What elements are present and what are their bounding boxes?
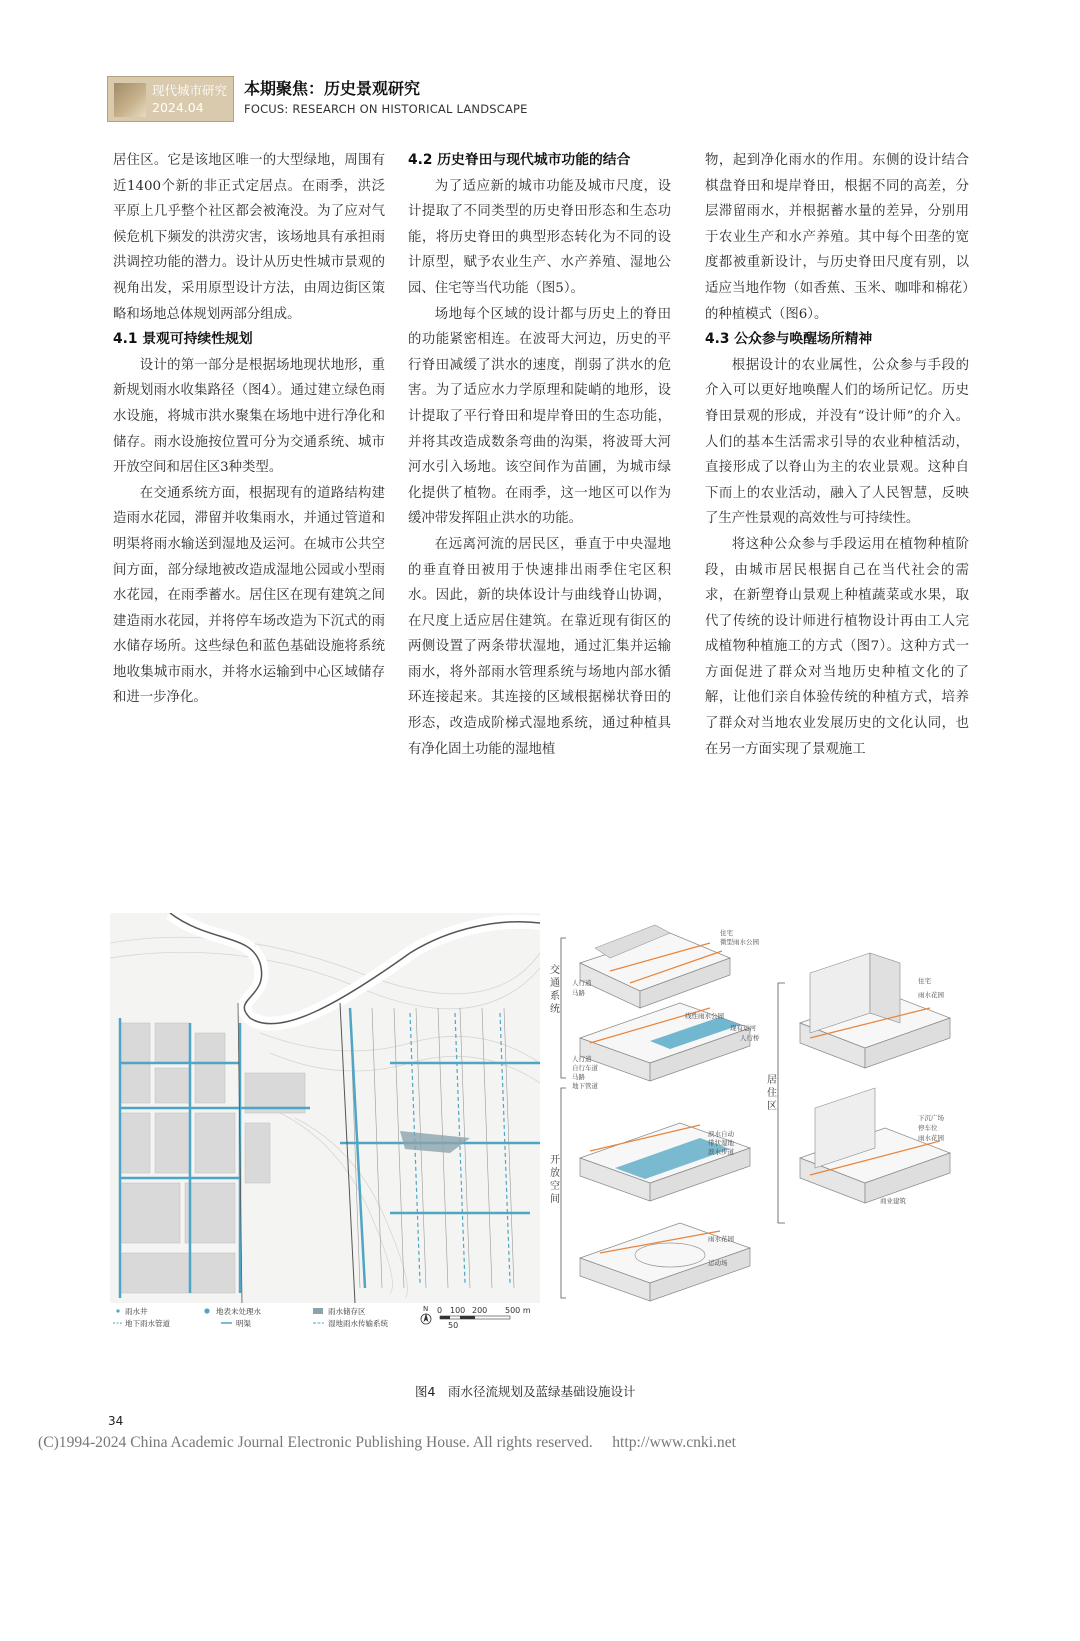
map-legend [113, 1306, 388, 1328]
callout-t2-e: 自行车道 [572, 1064, 598, 1072]
legend-wetland-system: 湿地雨水传输系统 [328, 1319, 388, 1328]
scale-0: 0 [437, 1306, 443, 1315]
section-heading: 4.3 公众参与唤醒场所精神 [705, 331, 873, 348]
callout-o1-b: 带状湿地 [708, 1139, 734, 1147]
callout-t1-d: 马路 [572, 989, 585, 997]
traffic-diagram-2 [580, 1003, 750, 1081]
section-heading: 4.2 历史脊田与现代城市功能的结合 [408, 152, 631, 168]
page-number: 34 [108, 1414, 124, 1428]
figure-4-graphic [110, 913, 965, 1383]
text-column-3 [705, 148, 969, 762]
copyright-footer: (C)1994-2024 China Academic Journal Electronic Publishing House. All rights reserved. http://www.cnki.net [38, 1434, 736, 1451]
legend-open-channel: 明渠 [236, 1319, 251, 1328]
callout-r1-a: 住宅 [918, 977, 931, 985]
journal-badge [107, 76, 234, 122]
residential-diagram-2 [800, 1088, 950, 1203]
callout-o2-b: 运动场 [708, 1259, 728, 1267]
paragraph: 根据设计的农业属性，公众参与手段的介入可以更好地唤醒人们的场所记忆。历史脊田景观的形成，并没有“设计师”的介入。人们的基本生活需求引导的农业种植活动，直接形成了以脊山为主的农业景观。这种自下而上的农业活动，融入了人民智慧，反映了生产性景观的高效性与可持续性。 [705, 357, 969, 527]
callout-r2-b: 停车位 [918, 1124, 938, 1132]
section-title: 本期聚焦：历史景观研究 [244, 79, 421, 98]
callout-o1-a: 滨水自动 [708, 1130, 734, 1138]
callout-t1-b: 微型雨水公园 [720, 938, 759, 946]
legend-storage: 雨水储存区 [328, 1307, 366, 1316]
legend-rain-well: 雨水井 [125, 1307, 148, 1316]
callout-r2-a: 下沉广场 [918, 1114, 944, 1122]
journal-badge-image [114, 83, 146, 117]
text-column-1 [113, 148, 385, 711]
paragraph: 物，起到净化雨水的作用。东侧的设计结合棋盘脊田和堤岸脊田，根据不同的高差，分层滞留雨水，并根据蓄水量的差异，分别用于农业生产和水产养殖。其中每个田垄的宽度都被重新设计，与历史脊田尺度有别，以适应当地作物（如香蕉、玉米、咖啡和棉花）的种植模式（图6）。 [705, 153, 969, 322]
callout-o1-c: 滨水步道 [708, 1148, 734, 1156]
callout-t2-a: 线性雨水公园 [685, 1012, 724, 1020]
north-arrow [421, 1305, 431, 1324]
scale-100: 100 [450, 1306, 466, 1315]
callout-r2-d: 商业建筑 [880, 1197, 906, 1205]
paragraph: 在远离河流的居民区，垂直于中央湿地的垂直脊田被用于快速排出雨季住宅区积水。因此，新的块体设计与曲线脊山协调，在尺度上适应居住建筑。在靠近现有街区的两侧设置了两条带状湿地，通过汇集并运输雨水，将外部雨水管理系统与场地内部水循环连接起来。其连接的区域根据梯状脊田的形态，改造成阶梯式湿地系统，通过种植具有净化固土功能的湿地植 [408, 536, 671, 757]
callout-t1-a: 住宅 [720, 929, 733, 937]
scale-50: 50 [448, 1321, 459, 1330]
journal-name: 现代城市研究 [152, 83, 228, 98]
callout-o2-a: 雨水花园 [708, 1235, 734, 1243]
callout-t2-d: 人行道 [572, 1055, 592, 1063]
section-subtitle: FOCUS: RESEARCH ON HISTORICAL LANDSCAPE [244, 102, 528, 116]
callout-t1-c: 人行道 [572, 979, 592, 987]
rainwater-map [110, 913, 540, 1303]
paragraph: 在交通系统方面，根据现有的道路结构建造雨水花园，滞留并收集雨水，并通过管道和明渠将雨水输送到湿地及运河。在城市公共空间方面，部分绿地被改造成湿地公园或小型雨水花园，在雨季蓄水。居住区在现有建筑之间建造雨水花园，并将停车场改造为下沉式的雨水储存场所。这些绿色和蓝色基础设施将系统地收集城市雨水，并将水运输到中心区域储存和进一步净化。 [113, 485, 385, 706]
callout-t2-c: 人行桥 [740, 1034, 760, 1042]
paragraph: 设计的第一部分是根据场地现状地形，重新规划雨水收集路径（图4）。通过建立绿色雨水设施，将城市洪水聚集在场地中进行净化和储存。雨水设施按位置可分为交通系统、城市开放空间和居住区3种类型。 [113, 357, 385, 476]
callout-t2-f: 马路 [572, 1073, 585, 1081]
paragraph: 为了适应新的城市功能及城市尺度，设计提取了不同类型的历史脊田形态和生态功能，将历史脊田的典型形态转化为不同的设计原型，赋予农业生产、水产养殖、湿地公园、住宅等当代功能（图5）。 [408, 178, 671, 296]
group-open-space: 开放空间 [550, 1155, 560, 1205]
residential-diagram-1 [800, 953, 950, 1068]
group-traffic: 交通系统 [550, 965, 560, 1015]
journal-issue: 2024.04 [152, 100, 204, 115]
group-residential: 居住区 [767, 1075, 777, 1112]
figure-4 [110, 913, 965, 1641]
section-heading: 4.1 景观可持续性规划 [113, 331, 253, 348]
figure-caption: 图4 雨水径流规划及蓝绿基础设施设计 [415, 1384, 636, 1399]
callout-r2-c: 雨水花园 [918, 1134, 944, 1142]
text-column-2 [408, 148, 671, 762]
traffic-diagram-1 [580, 925, 730, 1008]
running-header [107, 76, 547, 122]
paragraph: 将这种公众参与手段运用在植物种植阶段，由城市居民根据自己在当代社会的需求，在新塑脊山景观上种植蔬菜或水果，取代了传统的设计师进行植物设计再由工人完成植物种植施工的方式（图7）。这种方式一方面促进了群众对当地历史种植文化的了解，让他们亲自体验传统的种植方式，培养了群众对当地农业发展历史的文化认同，也在另一方面实现了景观施工 [705, 536, 969, 757]
scale-bar [437, 1306, 531, 1330]
north-label: N [423, 1305, 429, 1313]
callout-r1-b: 雨水花园 [918, 991, 944, 999]
paragraph: 居住区。它是该地区唯一的大型绿地，周围有近1400个新的非正式定居点。在雨季，洪泛平原上几乎整个社区都会被淹没。为了应对气候危机下频发的洪涝灾害，该场地具有承担雨洪调控功能的潜力。设计从历史性城市景观的视角出发，采用原型设计方法，由周边街区策略和场地总体规划两部分组成。 [113, 153, 385, 322]
scale-500: 500 m [505, 1306, 531, 1315]
callout-t2-g: 地下管道 [572, 1082, 598, 1090]
legend-surface-water: 地表未处理水 [216, 1307, 261, 1316]
scale-200: 200 [472, 1306, 488, 1315]
paragraph: 场地每个区域的设计都与历史上的脊田的功能紧密相连。在波哥大河边，历史的平行脊田减缓了洪水的速度，削弱了洪水的危害。为了适应水力学原理和陡峭的地形，设计提取了平行脊田和堤岸脊田的生态功能，并将其改造成数条弯曲的沟渠，将波哥大河河水引入场地。该空间作为苗圃，为城市绿化提供了植物。在雨季，这一地区可以作为缓冲带发挥阻止洪水的功能。 [408, 306, 671, 527]
legend-underground-pipe: 地下雨水管道 [125, 1319, 170, 1328]
callout-t2-b: 现有运河 [730, 1024, 756, 1032]
